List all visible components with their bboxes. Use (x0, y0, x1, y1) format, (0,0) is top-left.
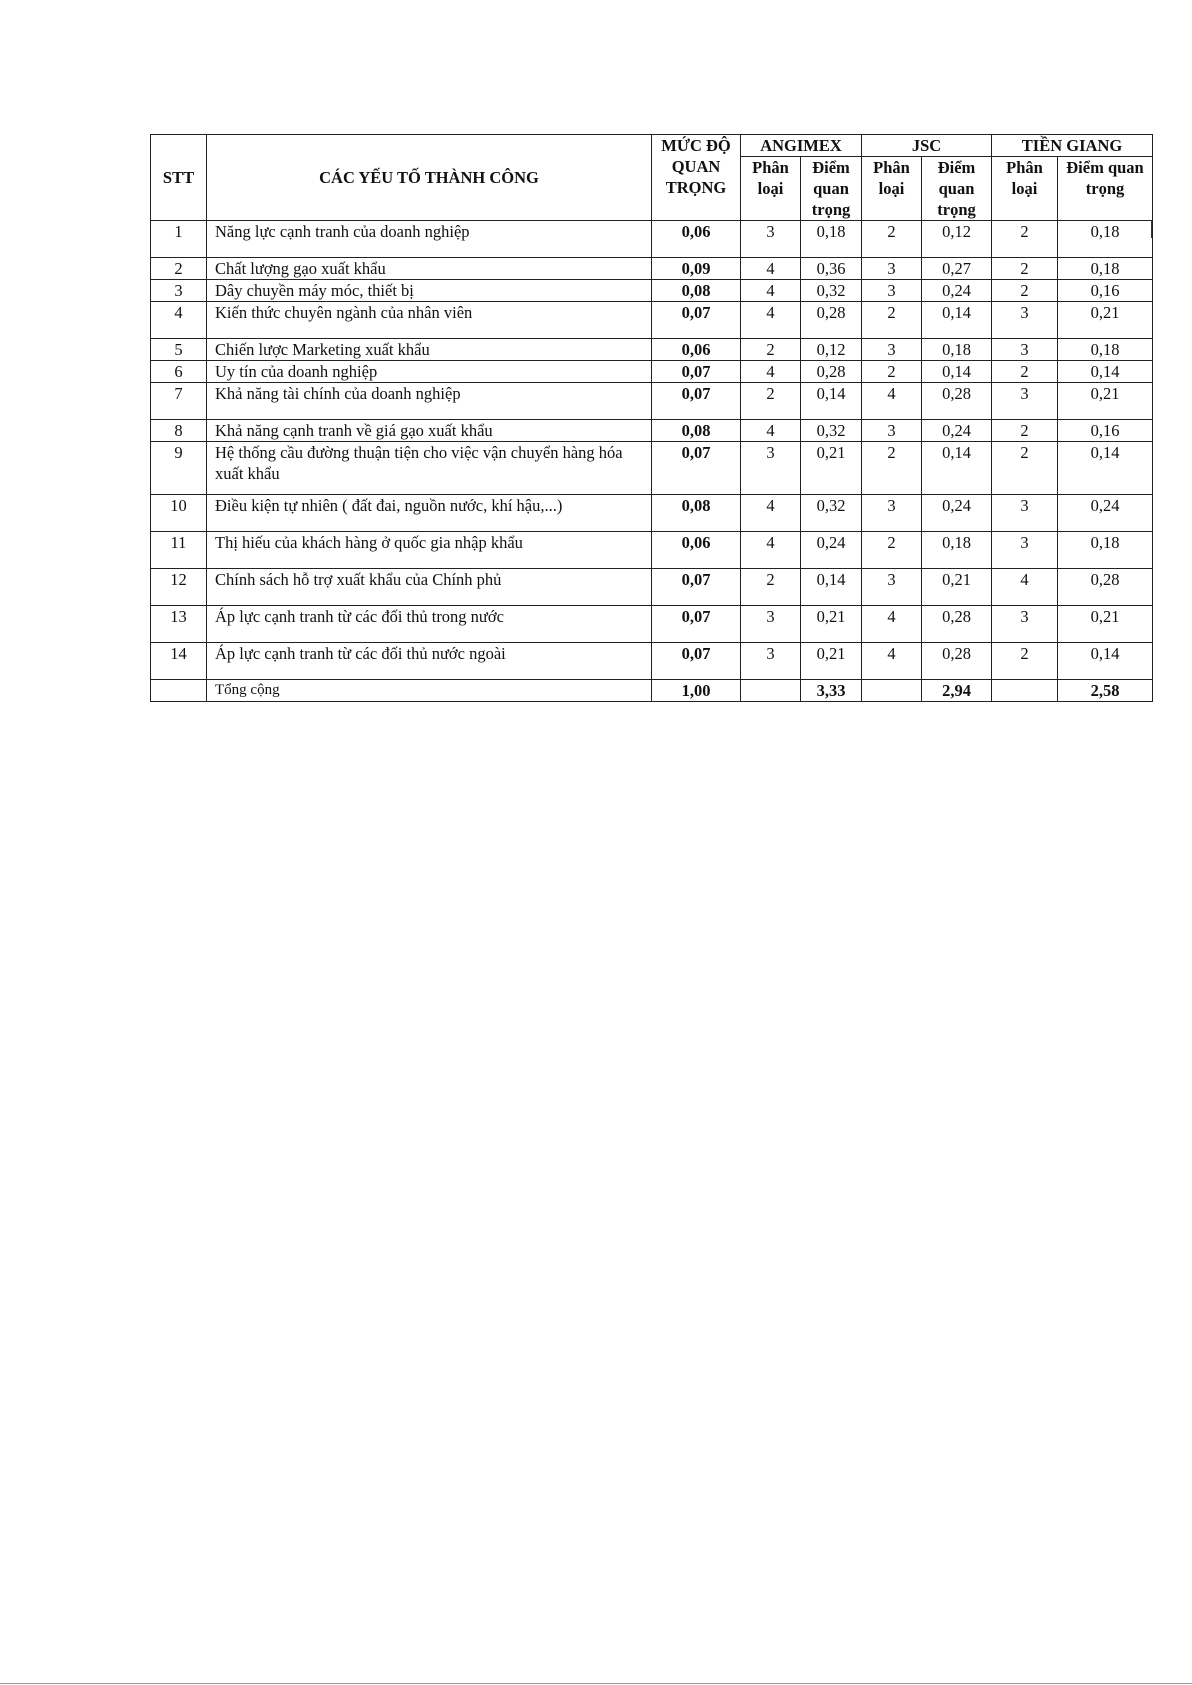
table-row (151, 221, 1153, 258)
row-tien-giang-rank: 3 (992, 495, 1058, 532)
row-angimex-score: 0,21 (801, 643, 862, 680)
header-weighted-score: Điểm quan trọng (1058, 157, 1153, 221)
row-tien-giang-rank: 2 (992, 258, 1058, 280)
row-angimex-rank: 3 (741, 442, 801, 495)
table-row (151, 420, 1153, 442)
row-stt: 4 (151, 302, 207, 339)
row-weight: 0,07 (652, 643, 741, 680)
competitive-profile-matrix (150, 134, 1153, 702)
row-jsc-rank: 3 (862, 569, 922, 606)
total-label: Tổng cộng (207, 680, 652, 702)
table-row (151, 302, 1153, 339)
row-stt: 9 (151, 442, 207, 495)
header-weighted-score: Điểm quan trọng (801, 157, 862, 221)
row-tien-giang-rank: 3 (992, 532, 1058, 569)
row-angimex-rank: 2 (741, 569, 801, 606)
row-jsc-score: 0,24 (922, 420, 992, 442)
row-jsc-score: 0,21 (922, 569, 992, 606)
table-row (151, 442, 1153, 495)
row-tien-giang-rank: 2 (992, 643, 1058, 680)
total-stt-empty (151, 680, 207, 702)
row-tien-giang-score: 0,18 (1058, 221, 1153, 258)
row-angimex-score: 0,36 (801, 258, 862, 280)
row-angimex-rank: 3 (741, 643, 801, 680)
row-factor: Khả năng tài chính của doanh nghiệp (207, 383, 652, 420)
row-jsc-score: 0,14 (922, 442, 992, 495)
table-total-row (151, 680, 1153, 702)
row-tien-giang-rank: 2 (992, 280, 1058, 302)
row-factor: Năng lực cạnh tranh của doanh nghiệp (207, 221, 652, 258)
row-angimex-rank: 3 (741, 606, 801, 643)
row-tien-giang-score: 0,18 (1058, 258, 1153, 280)
total-tien-giang-score: 2,58 (1058, 680, 1153, 702)
row-jsc-score: 0,18 (922, 339, 992, 361)
table-row (151, 280, 1153, 302)
row-tien-giang-score: 0,28 (1058, 569, 1153, 606)
header-company-tien-giang: TIỀN GIANG (992, 135, 1153, 157)
row-jsc-rank: 2 (862, 532, 922, 569)
row-angimex-score: 0,28 (801, 361, 862, 383)
header-classification: Phân loại (992, 157, 1058, 221)
row-tien-giang-score: 0,14 (1058, 361, 1153, 383)
row-tien-giang-score: 0,24 (1058, 495, 1153, 532)
row-tien-giang-score: 0,21 (1058, 383, 1153, 420)
row-tien-giang-rank: 2 (992, 221, 1058, 258)
header-row-companies (151, 135, 1153, 157)
row-jsc-rank: 2 (862, 361, 922, 383)
row-angimex-score: 0,18 (801, 221, 862, 258)
row-factor: Áp lực cạnh tranh từ các đối thủ nước ngoài (207, 643, 652, 680)
row-stt: 3 (151, 280, 207, 302)
row-factor: Kiến thức chuyên ngành của nhân viên (207, 302, 652, 339)
row-stt: 13 (151, 606, 207, 643)
row-jsc-rank: 2 (862, 302, 922, 339)
row-weight: 0,07 (652, 302, 741, 339)
row-jsc-rank: 3 (862, 280, 922, 302)
row-factor: Điều kiện tự nhiên ( đất đai, nguồn nước, khí hậu,...) (207, 495, 652, 532)
row-tien-giang-rank: 3 (992, 606, 1058, 643)
header-stt: STT (151, 135, 207, 221)
row-stt: 6 (151, 361, 207, 383)
total-angimex-score: 3,33 (801, 680, 862, 702)
row-angimex-rank: 4 (741, 302, 801, 339)
header-company-jsc: JSC (862, 135, 992, 157)
row-jsc-score: 0,18 (922, 532, 992, 569)
row-factor: Chiến lược Marketing xuất khẩu (207, 339, 652, 361)
row-jsc-score: 0,24 (922, 495, 992, 532)
row-weight: 0,07 (652, 442, 741, 495)
table-row (151, 532, 1153, 569)
table-row (151, 495, 1153, 532)
row-stt: 8 (151, 420, 207, 442)
header-factors: CÁC YẾU TỐ THÀNH CÔNG (207, 135, 652, 221)
row-jsc-score: 0,12 (922, 221, 992, 258)
margin-mark (1151, 220, 1152, 238)
row-weight: 0,09 (652, 258, 741, 280)
row-jsc-rank: 3 (862, 495, 922, 532)
row-angimex-score: 0,21 (801, 442, 862, 495)
row-angimex-rank: 4 (741, 420, 801, 442)
row-tien-giang-rank: 3 (992, 339, 1058, 361)
row-angimex-score: 0,14 (801, 383, 862, 420)
row-jsc-score: 0,28 (922, 383, 992, 420)
row-stt: 12 (151, 569, 207, 606)
row-tien-giang-score: 0,16 (1058, 420, 1153, 442)
row-jsc-rank: 4 (862, 606, 922, 643)
table-row (151, 339, 1153, 361)
row-angimex-score: 0,32 (801, 495, 862, 532)
table-row (151, 643, 1153, 680)
table-row (151, 383, 1153, 420)
row-tien-giang-score: 0,14 (1058, 442, 1153, 495)
table-row (151, 606, 1153, 643)
row-jsc-rank: 3 (862, 420, 922, 442)
row-factor: Thị hiếu của khách hàng ở quốc gia nhập khẩu (207, 532, 652, 569)
total-jsc-rank-empty (862, 680, 922, 702)
row-angimex-score: 0,14 (801, 569, 862, 606)
row-tien-giang-score: 0,18 (1058, 532, 1153, 569)
row-angimex-score: 0,32 (801, 280, 862, 302)
row-jsc-score: 0,14 (922, 302, 992, 339)
row-angimex-score: 0,12 (801, 339, 862, 361)
header-company-angimex: ANGIMEX (741, 135, 862, 157)
row-factor: Chính sách hỗ trợ xuất khẩu của Chính phủ (207, 569, 652, 606)
row-stt: 7 (151, 383, 207, 420)
row-weight: 0,07 (652, 569, 741, 606)
row-jsc-score: 0,28 (922, 606, 992, 643)
row-tien-giang-score: 0,16 (1058, 280, 1153, 302)
table-row (151, 361, 1153, 383)
row-tien-giang-rank: 4 (992, 569, 1058, 606)
row-jsc-rank: 2 (862, 442, 922, 495)
row-factor: Áp lực cạnh tranh từ các đối thủ trong nước (207, 606, 652, 643)
row-jsc-rank: 2 (862, 221, 922, 258)
row-angimex-rank: 4 (741, 361, 801, 383)
table-row (151, 569, 1153, 606)
row-angimex-rank: 4 (741, 532, 801, 569)
header-importance: MỨC ĐỘ QUAN TRỌNG (652, 135, 741, 221)
row-tien-giang-score: 0,21 (1058, 606, 1153, 643)
row-factor: Khả năng cạnh tranh về giá gạo xuất khẩu (207, 420, 652, 442)
row-angimex-rank: 2 (741, 383, 801, 420)
row-tien-giang-rank: 2 (992, 420, 1058, 442)
header-classification: Phân loại (741, 157, 801, 221)
row-weight: 0,08 (652, 280, 741, 302)
row-tien-giang-score: 0,18 (1058, 339, 1153, 361)
row-tien-giang-score: 0,14 (1058, 643, 1153, 680)
row-weight: 0,07 (652, 383, 741, 420)
row-jsc-score: 0,14 (922, 361, 992, 383)
row-angimex-rank: 2 (741, 339, 801, 361)
row-tien-giang-rank: 2 (992, 361, 1058, 383)
row-angimex-rank: 3 (741, 221, 801, 258)
row-stt: 2 (151, 258, 207, 280)
row-tien-giang-rank: 3 (992, 302, 1058, 339)
total-jsc-score: 2,94 (922, 680, 992, 702)
row-jsc-rank: 4 (862, 383, 922, 420)
total-tien-giang-rank-empty (992, 680, 1058, 702)
table-row (151, 258, 1153, 280)
row-stt: 10 (151, 495, 207, 532)
row-weight: 0,08 (652, 495, 741, 532)
row-weight: 0,06 (652, 532, 741, 569)
row-stt: 14 (151, 643, 207, 680)
total-angimex-rank-empty (741, 680, 801, 702)
row-tien-giang-score: 0,21 (1058, 302, 1153, 339)
row-jsc-score: 0,28 (922, 643, 992, 680)
row-jsc-rank: 3 (862, 258, 922, 280)
row-stt: 11 (151, 532, 207, 569)
row-stt: 1 (151, 221, 207, 258)
row-tien-giang-rank: 3 (992, 383, 1058, 420)
row-factor: Dây chuyền máy móc, thiết bị (207, 280, 652, 302)
row-weight: 0,06 (652, 339, 741, 361)
row-stt: 5 (151, 339, 207, 361)
row-angimex-rank: 4 (741, 280, 801, 302)
row-angimex-rank: 4 (741, 495, 801, 532)
row-angimex-score: 0,28 (801, 302, 862, 339)
row-angimex-rank: 4 (741, 258, 801, 280)
row-jsc-rank: 4 (862, 643, 922, 680)
row-factor: Uy tín của doanh nghiệp (207, 361, 652, 383)
row-jsc-score: 0,27 (922, 258, 992, 280)
row-weight: 0,08 (652, 420, 741, 442)
row-weight: 0,07 (652, 606, 741, 643)
row-weight: 0,07 (652, 361, 741, 383)
row-factor: Chất lượng gạo xuất khẩu (207, 258, 652, 280)
row-factor: Hệ thống cầu đường thuận tiện cho việc vận chuyển hàng hóa xuất khẩu (207, 442, 652, 495)
total-weight: 1,00 (652, 680, 741, 702)
row-angimex-score: 0,21 (801, 606, 862, 643)
row-jsc-rank: 3 (862, 339, 922, 361)
page-bottom-rule (0, 1683, 1192, 1684)
header-weighted-score: Điểm quan trọng (922, 157, 992, 221)
row-angimex-score: 0,24 (801, 532, 862, 569)
row-tien-giang-rank: 2 (992, 442, 1058, 495)
row-jsc-score: 0,24 (922, 280, 992, 302)
row-weight: 0,06 (652, 221, 741, 258)
header-classification: Phân loại (862, 157, 922, 221)
row-angimex-score: 0,32 (801, 420, 862, 442)
